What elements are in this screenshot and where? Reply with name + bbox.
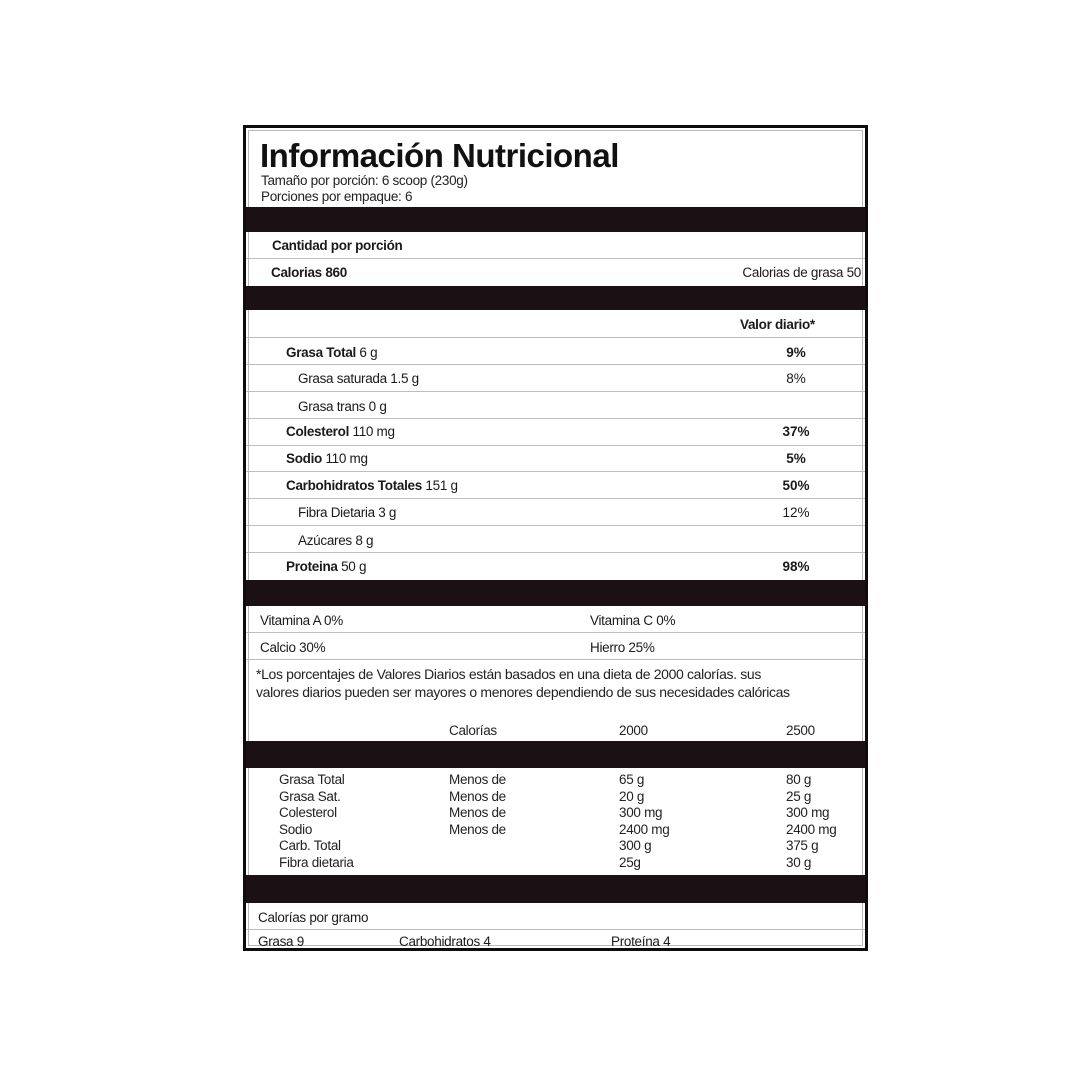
vitamin-row — [246, 606, 865, 633]
nutrient-name: Proteina — [286, 559, 338, 574]
ref-value-2500: 80 g — [786, 772, 812, 787]
ref-value-2000: 300 mg — [619, 805, 663, 820]
serving-size: Tamaño por porción: 6 scoop (230g) — [261, 173, 468, 188]
nutrition-facts-label — [243, 125, 868, 951]
nutrient-name: Colesterol — [286, 424, 350, 439]
nutrient-dv: 9% — [786, 345, 806, 360]
divider-bar — [246, 580, 865, 606]
nutrient-dv: 37% — [782, 424, 810, 439]
label-title: Información Nutricional — [260, 137, 619, 174]
ref-2000-header: 2000 — [619, 723, 648, 738]
calories-from-fat: Calorias de grasa 50 — [742, 265, 861, 280]
ref-2500-column — [786, 772, 836, 871]
nutrient-name: Grasa saturada 1.5 g — [298, 371, 419, 386]
ref-value-2000: 25g — [619, 854, 641, 870]
ref-value-2000: 2400 mg — [619, 821, 670, 837]
fat-calories-per-gram: Grasa 9 — [258, 934, 304, 949]
vitamin-a: Vitamina A 0% — [260, 613, 343, 628]
nutrient-dv: 50% — [782, 478, 810, 493]
calories-value: Calorias 860 — [271, 265, 347, 280]
nutrient-name: Grasa trans 0 g — [298, 399, 387, 414]
nutrient-row — [246, 499, 865, 526]
footnote — [256, 665, 790, 701]
ref-nutrient: Sodio — [279, 821, 313, 837]
nutrient-dv: 12% — [782, 505, 810, 520]
ref-nutrient: Grasa Total — [279, 772, 345, 787]
vitamin-c: Vitamina C 0% — [590, 613, 676, 628]
ref-nutrient-column — [279, 772, 354, 871]
ref-value-2500: 300 mg — [786, 805, 830, 820]
nutrient-row — [246, 472, 865, 499]
calcium: Calcio 30% — [260, 640, 326, 655]
nutrient-amount: 151 g — [421, 478, 458, 493]
vitamin-row — [246, 633, 865, 660]
ref-value-2500: 25 g — [786, 788, 812, 804]
ref-value-2000: 20 g — [619, 788, 645, 804]
nutrient-row — [246, 339, 865, 365]
nutrient-dv: 98% — [782, 559, 810, 574]
calories-per-gram-label: Calorías por gramo — [258, 910, 369, 925]
ref-value-2500: 2400 mg — [786, 821, 837, 837]
ref-qualifier: Menos de — [449, 788, 506, 804]
ref-calories-header: Calorías — [449, 723, 497, 738]
nutrient-name: Sodio — [286, 451, 322, 466]
divider-bar — [246, 207, 865, 232]
nutrient-dv: 5% — [786, 451, 806, 466]
nutrient-row — [246, 365, 865, 392]
nutrient-name: Azúcares 8 g — [298, 533, 374, 548]
nutrient-row — [246, 553, 865, 580]
divider-bar — [246, 286, 865, 310]
ref-qualifier: Menos de — [449, 821, 506, 837]
ref-qualifier-column — [449, 772, 506, 838]
nutrient-amount: 110 mg — [349, 424, 395, 439]
calories-per-gram-row — [246, 903, 865, 930]
divider-bar — [246, 875, 865, 903]
calories-row — [246, 259, 865, 285]
ref-2500-header: 2500 — [786, 723, 815, 738]
ref-qualifier: Menos de — [449, 772, 506, 787]
divider-bar — [246, 741, 865, 768]
ref-value-2500: 375 g — [786, 838, 819, 853]
nutrient-name: Fibra Dietaria 3 g — [298, 505, 397, 520]
ref-value-2000: 300 g — [619, 838, 652, 853]
protein-calories-per-gram: Proteína 4 — [611, 934, 671, 949]
amount-per-serving-row — [246, 232, 865, 259]
nutrient-row — [246, 419, 865, 446]
nutrient-amount: 6 g — [355, 345, 378, 360]
amount-per-serving-label: Cantidad por porción — [272, 238, 403, 253]
ref-nutrient: Colesterol — [279, 805, 337, 820]
nutrient-row — [246, 526, 865, 553]
nutrient-row — [246, 446, 865, 472]
ref-nutrient: Fibra dietaria — [279, 854, 354, 870]
ref-nutrient: Carb. Total — [279, 838, 341, 853]
nutrient-amount: 50 g — [337, 559, 367, 574]
footnote-line-2: valores diarios pueden ser mayores o menores dependiendo de sus necesidades calóricas — [256, 684, 790, 700]
carbs-calories-per-gram: Carbohidratos 4 — [399, 934, 491, 949]
servings-per-container: Porciones por empaque: 6 — [261, 189, 413, 204]
footnote-line-1: *Los porcentajes de Valores Diarios están basados en una dieta de 2000 calorías. sus — [256, 666, 762, 682]
daily-value-header-row — [246, 310, 865, 338]
nutrient-dv: 8% — [786, 371, 806, 386]
iron: Hierro 25% — [590, 640, 655, 655]
ref-qualifier: Menos de — [449, 805, 506, 820]
nutrient-amount: 110 mg — [322, 451, 368, 466]
ref-2000-column — [619, 772, 669, 871]
nutrient-name: Carbohidratos Totales — [286, 478, 422, 493]
nutrient-row — [246, 392, 865, 419]
ref-nutrient: Grasa Sat. — [279, 788, 341, 804]
ref-value-2000: 65 g — [619, 772, 645, 787]
nutrient-name: Grasa Total — [286, 345, 356, 360]
daily-value-header: Valor diario* — [740, 317, 815, 332]
ref-value-2500: 30 g — [786, 854, 812, 870]
